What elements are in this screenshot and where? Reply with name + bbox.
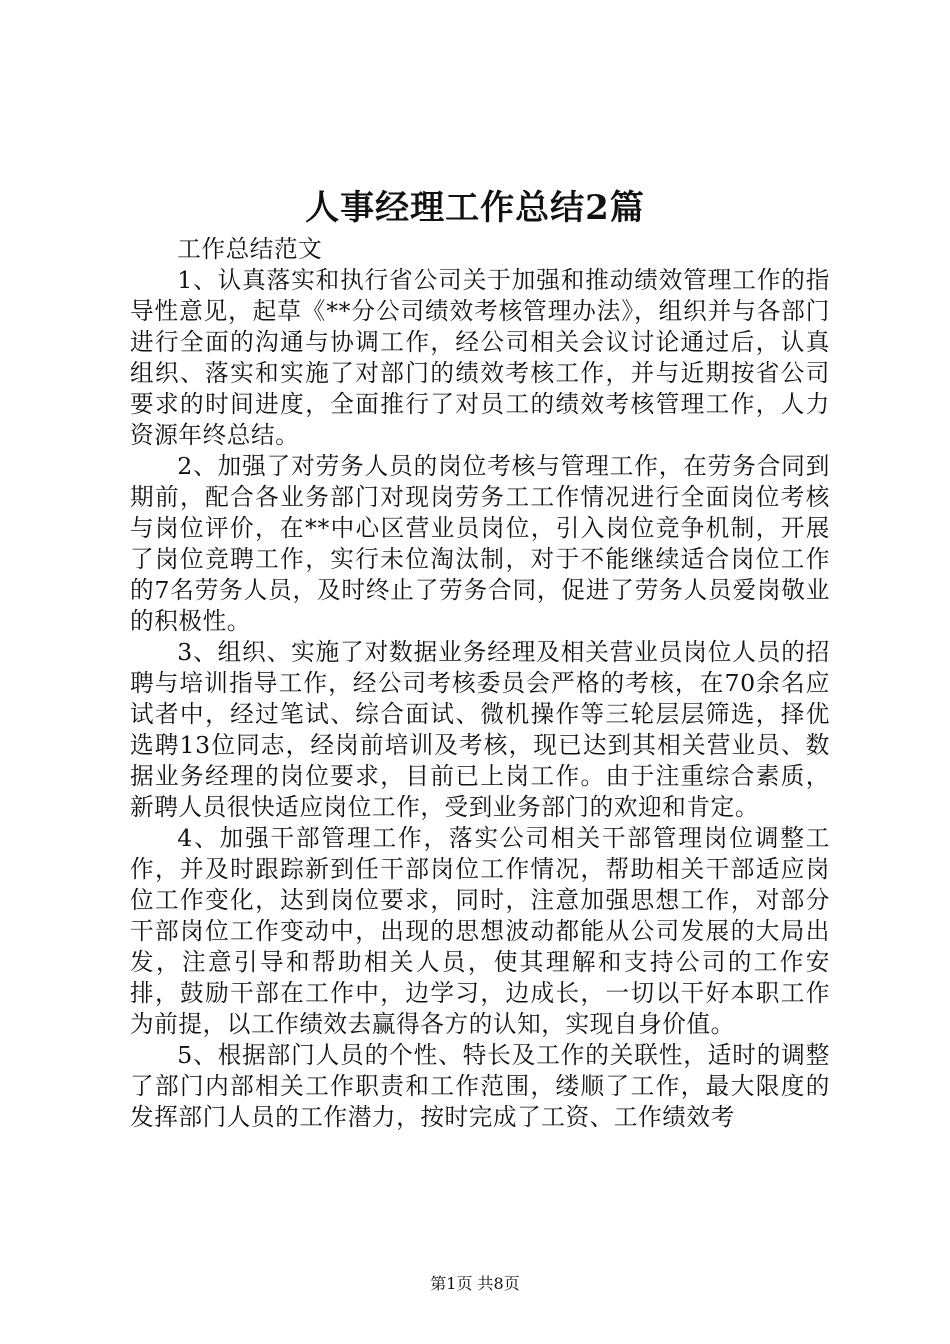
paragraph-3: 3、组织、实施了对数据业务经理及相关营业员岗位人员的招聘与培训指导工作，经公司考核委员会严格的考核，在70余名应试者中，经过笔试、综合面试、微机操作等三轮层层筛选，择优选聘13位同志，经岗前培训及考核，现已达到其相关营业员、数据业务经理的岗位要求，目前已上岗工作。由于注重综合素质，新聘人员很快适应岗位工作，受到业务部门的欢迎和肯定。 <box>130 638 830 821</box>
document-title: 人事经理工作总结2篇 <box>305 188 645 228</box>
paragraph-1: 1、认真落实和执行省公司关于加强和推动绩效管理工作的指导性意见，起草《**分公司绩效考核管理办法》，组织并与各部门进行全面的沟通与协调工作，经公司相关会议讨论通过后，认真组织、落实和实施了对部门的绩效考核工作，并与近期按省公司要求的时间进度，全面推行了对员工的绩效考核管理工作，人力资源年终总结。 <box>130 266 830 449</box>
paragraph-5: 5、根据部门人员的个性、特长及工作的关联性，适时的调整了部门内部相关工作职责和工作范围，缕顺了工作，最大限度的发挥部门人员的工作潜力，按时完成了工资、工作绩效考 <box>130 1041 830 1131</box>
page-number-footer: 第1页 共8页 <box>430 1274 520 1293</box>
paragraph-2: 2、加强了对劳务人员的岗位考核与管理工作，在劳务合同到期前，配合各业务部门对现岗劳务工工作情况进行全面岗位考核与岗位评价，在**中心区营业员岗位，引入岗位竞争机制，开展了岗位竞聘工作，实行未位淘汰制，对于不能继续适合岗位工作的7名劳务人员，及时终止了劳务合同，促进了劳务人员爱岗敬业的积极性。 <box>130 452 830 635</box>
document-subtitle: 工作总结范文 <box>177 235 323 263</box>
document-body <box>130 234 830 1133</box>
paragraph-4: 4、加强干部管理工作，落实公司相关干部管理岗位调整工作，并及时跟踪新到任干部岗位工作情况，帮助相关干部适应岗位工作变化，达到岗位要求，同时，注意加强思想工作，对部分干部岗位工作变动中，出现的思想波动都能从公司发展的大局出发，注意引导和帮助相关人员，使其理解和支持公司的工作安排，鼓励干部在工作中，边学习，边成长，一切以干好本职工作为前提，以工作绩效去赢得各方的认知，实现自身价值。 <box>130 824 830 1038</box>
